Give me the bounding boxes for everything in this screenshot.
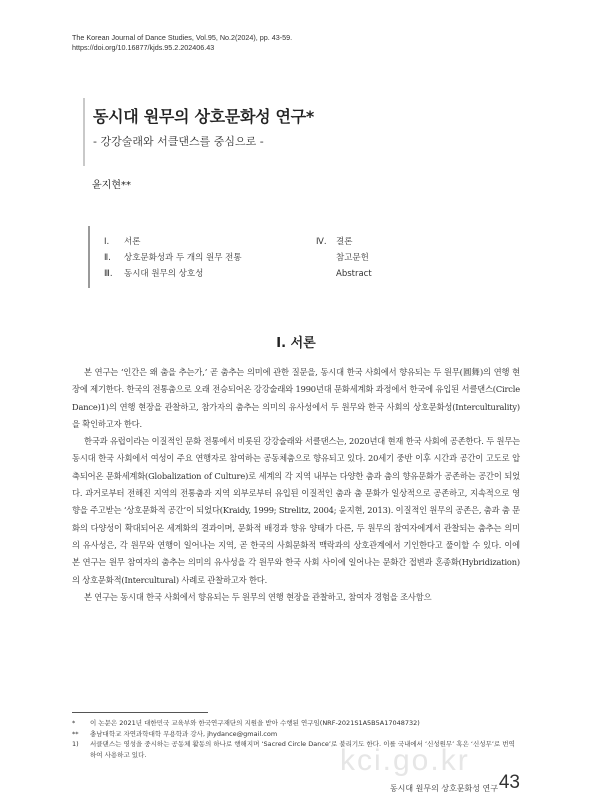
toc-item: Abstract (336, 269, 372, 279)
page-number: 43 (498, 772, 520, 793)
journal-header (72, 33, 292, 53)
journal-citation: The Korean Journal of Dance Studies, Vol.95, No.2(2024), pp. 43-59. (72, 33, 293, 42)
running-title: 동시대 원무의 상호문화성 연구 (389, 784, 498, 793)
journal-doi[interactable]: https://doi.org/10.16877/kjds.95.2.202406.43 (72, 43, 215, 52)
footnote: * 이 논문은 2021년 대한민국 교육부와 한국연구재단의 지원을 받아 수행된 연구임(NRF-2021S1A5B5A17048732) (72, 719, 420, 727)
toc-item: 참고문헌 (336, 253, 369, 263)
paragraph: 본 연구는 동시대 한국 사회에서 향유되는 두 원무의 연행 현장을 관찰하고, 참여자 경험을 조사함으 (84, 591, 432, 602)
section-heading: I. 서론 (276, 336, 316, 351)
footnote: ** 충남대학교 자연과학대학 무용학과 강사, jhydance@gmail.com (72, 729, 278, 738)
toc-item: Ⅱ. 상호문화성과 두 개의 원무 전통 (104, 253, 242, 263)
footnote: 1) 서클댄스는 영성을 중시하는 공동체 활동의 하나로 행해지며 ‘Sacred Circle Dance’로 불리기도 한다. 이를 국내에서 ‘신성원무’ 혹은 ‘신성무’로 번역하여 사용하고 있다. (72, 740, 515, 759)
toc-right-column (316, 234, 372, 282)
footnote-divider (72, 712, 208, 713)
toc-item: Ⅲ. 동시대 원무의 상호성 (104, 269, 204, 279)
table-of-contents (88, 226, 510, 288)
author-name: 윤지현** (92, 180, 131, 191)
toc-left-column (104, 234, 242, 282)
watermark: kci.go.kr (340, 744, 470, 777)
body-text (72, 364, 520, 606)
toc-item: Ⅳ. 결론 (316, 237, 353, 247)
paragraph: 본 연구는 ‘인간은 왜 춤을 추는가,’ 곧 춤추는 의미에 관한 질문을, 동시대 한국 사회에서 향유되는 두 원무(圓舞)의 연행 현장에 제기한다. 한국의 전통춤으로 오래 전승되어온 강강술래와 1990년대 문화세계화 과정에서 한국에 유입된 서클댄스(Circle Dance)1)의 연행 현장을 관찰하고, 참가자의 춤추는 의미의 유사성에서 두 원무와 한국 사회의 상호문화성(Interculturality)을 확인하고자 한다. (72, 367, 520, 429)
article-title: 동시대 원무의 상호문화성 연구* (93, 107, 314, 126)
paragraph: 한국과 유럽이라는 이질적인 문화 전통에서 비롯된 강강술래와 서클댄스는, 2020년대 현재 한국 사회에 공존한다. 두 원무는 동시대 한국 사회에서 여성이 주요 연행자로 참여하는 공동체춤으로 향유되고 있다. 20세기 중반 이후 시간과 공간이 고도로 압축되어온 문화세계화(Globalization of Culture)로 세계의 각 지역 내부는 다양한 춤과 춤의 향유문화가 공존하는 공간이 되었다. 과거로부터 전해진 지역의 전통춤과 지역 외부로부터 유입된 이질적인 춤과 춤 문화가 일상적으로 공존하고, 지속적으로 영향을 주고받는 ‘상호문화적 공간’이 되었다(Kraidy, 1999; Strelitz, 2004; 윤지현, 2013). 이질적인 원무의 공존은, 춤과 춤 문화의 다양성이 확대되어온 세계화의 결과이며, 문화적 배경과 향유 양태가 다른, 두 원무의 참여자에게서 관찰되는 춤추는 의미의 유사성은, 각 원무와 연행이 일어나는 지역, 곧 한국의 사회문화적 맥락과의 상호관계에서 기인한다고 풀이할 수 있다. 이에 본 연구는 원무 참여자의 춤추는 의미의 유사성을 각 원무와 한국 사회 사이에 일어나는 문화간 접변과 혼종화(Hybridization)의 상호문화적(Intercultural) 사례로 관찰하고자 한다. (72, 436, 520, 585)
article-subtitle: - 강강술래와 서클댄스를 중심으로 - (93, 135, 264, 148)
toc-item: Ⅰ. 서론 (104, 237, 141, 247)
title-block (83, 98, 314, 166)
